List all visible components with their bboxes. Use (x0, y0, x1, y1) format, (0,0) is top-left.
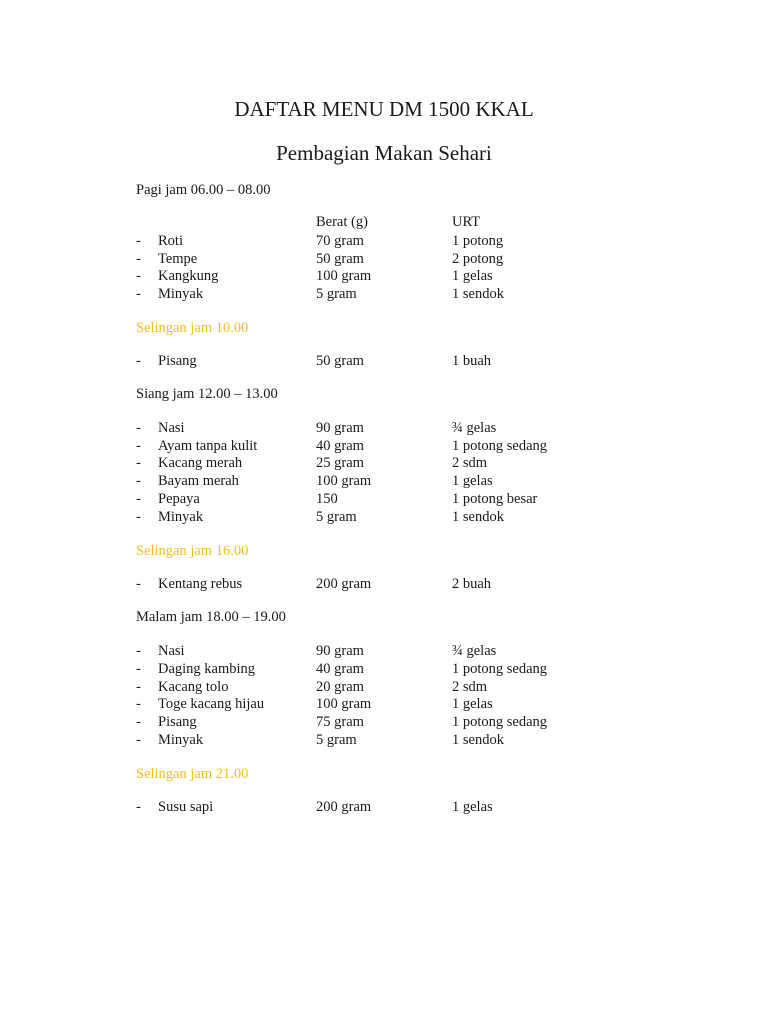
food-weight: 200 gram (316, 799, 372, 815)
food-urt: 1 buah (452, 353, 492, 369)
bullet-dash: - (136, 268, 141, 284)
bullet-dash: - (136, 732, 141, 748)
bullet-dash: - (136, 420, 141, 436)
bullet-dash: - (136, 679, 141, 695)
food-name: Roti (158, 233, 183, 249)
menu-item-row (136, 419, 636, 437)
food-weight: 40 gram (316, 661, 364, 677)
section-heading-malam: Malam jam 18.00 – 19.00 (136, 609, 286, 625)
food-urt: 1 potong sedang (452, 714, 548, 730)
food-name: Kangkung (158, 268, 219, 284)
menu-item-row (136, 352, 636, 370)
column-header-weight: Berat (g) (316, 214, 368, 230)
menu-item-row (136, 285, 636, 303)
food-weight: 5 gram (316, 509, 357, 525)
menu-item-row (136, 678, 636, 696)
food-name: Pisang (158, 353, 197, 369)
menu-item-row (136, 472, 636, 490)
food-urt: 1 potong besar (452, 491, 538, 507)
food-name: Tempe (158, 251, 198, 267)
bullet-dash: - (136, 353, 141, 369)
menu-item-row (136, 267, 636, 285)
menu-item-row (136, 713, 636, 731)
food-weight: 90 gram (316, 420, 364, 436)
bullet-dash: - (136, 714, 141, 730)
food-weight: 50 gram (316, 353, 364, 369)
menu-item-row (136, 490, 636, 508)
menu-item-row (136, 660, 636, 678)
bullet-dash: - (136, 661, 141, 677)
menu-item-row (136, 232, 636, 250)
food-weight: 25 gram (316, 455, 364, 471)
menu-item-row (136, 695, 636, 713)
bullet-dash: - (136, 799, 141, 815)
food-urt: ¾ gelas (452, 643, 497, 659)
food-name: Bayam merah (158, 473, 239, 489)
food-name: Toge kacang hijau (158, 696, 265, 712)
bullet-dash: - (136, 509, 141, 525)
food-urt: 1 gelas (452, 268, 493, 284)
food-urt: 2 sdm (452, 679, 488, 695)
food-name: Pepaya (158, 491, 200, 507)
bullet-dash: - (136, 286, 141, 302)
bullet-dash: - (136, 576, 141, 592)
food-urt: 1 sendok (452, 732, 504, 748)
bullet-dash: - (136, 696, 141, 712)
column-header-row (136, 213, 636, 231)
food-urt: 1 gelas (452, 799, 493, 815)
food-name: Nasi (158, 420, 185, 436)
menu-item-row (136, 437, 636, 455)
section-heading-siang: Siang jam 12.00 – 13.00 (136, 386, 278, 402)
food-name: Daging kambing (158, 661, 256, 677)
bullet-dash: - (136, 438, 141, 454)
food-name: Kentang rebus (158, 576, 243, 592)
food-name: Minyak (158, 732, 204, 748)
food-weight: 5 gram (316, 732, 357, 748)
food-weight: 90 gram (316, 643, 364, 659)
menu-item-row (136, 575, 636, 593)
food-name: Minyak (158, 509, 204, 525)
food-weight: 150 (316, 491, 338, 507)
food-urt: 2 potong (452, 251, 504, 267)
food-weight: 50 gram (316, 251, 364, 267)
food-urt: 1 gelas (452, 473, 493, 489)
food-urt: 1 gelas (452, 696, 493, 712)
food-name: Susu sapi (158, 799, 214, 815)
food-weight: 200 gram (316, 576, 372, 592)
food-urt: ¾ gelas (452, 420, 497, 436)
section-heading-pagi: Pagi jam 06.00 – 08.00 (136, 182, 271, 198)
document-subtitle: Pembagian Makan Sehari (276, 141, 492, 165)
menu-item-row (136, 250, 636, 268)
food-weight: 20 gram (316, 679, 364, 695)
menu-item-row (136, 731, 636, 749)
food-urt: 1 potong (452, 233, 504, 249)
food-name: Minyak (158, 286, 204, 302)
section-heading-selingan-10: Selingan jam 10.00 (136, 320, 249, 336)
menu-item-row (136, 642, 636, 660)
column-header-urt: URT (452, 214, 481, 230)
food-weight: 75 gram (316, 714, 364, 730)
section-heading-selingan-16: Selingan jam 16.00 (136, 543, 249, 559)
bullet-dash: - (136, 251, 141, 267)
bullet-dash: - (136, 233, 141, 249)
bullet-dash: - (136, 455, 141, 471)
bullet-dash: - (136, 643, 141, 659)
food-weight: 5 gram (316, 286, 357, 302)
food-weight: 100 gram (316, 473, 372, 489)
food-name: Kacang merah (158, 455, 243, 471)
food-urt: 2 sdm (452, 455, 488, 471)
bullet-dash: - (136, 473, 141, 489)
food-weight: 100 gram (316, 696, 372, 712)
food-name: Kacang tolo (158, 679, 229, 695)
menu-item-row (136, 798, 636, 816)
food-urt: 1 sendok (452, 509, 504, 525)
food-urt: 1 potong sedang (452, 661, 548, 677)
food-name: Nasi (158, 643, 185, 659)
food-weight: 70 gram (316, 233, 364, 249)
menu-item-row (136, 508, 636, 526)
menu-item-row (136, 454, 636, 472)
food-urt: 1 sendok (452, 286, 504, 302)
food-weight: 40 gram (316, 438, 364, 454)
food-weight: 100 gram (316, 268, 372, 284)
bullet-dash: - (136, 491, 141, 507)
food-urt: 2 buah (452, 576, 492, 592)
document-title: DAFTAR MENU DM 1500 KKAL (234, 97, 534, 121)
food-urt: 1 potong sedang (452, 438, 548, 454)
food-name: Ayam tanpa kulit (158, 438, 258, 454)
section-heading-selingan-21: Selingan jam 21.00 (136, 766, 249, 782)
food-name: Pisang (158, 714, 197, 730)
